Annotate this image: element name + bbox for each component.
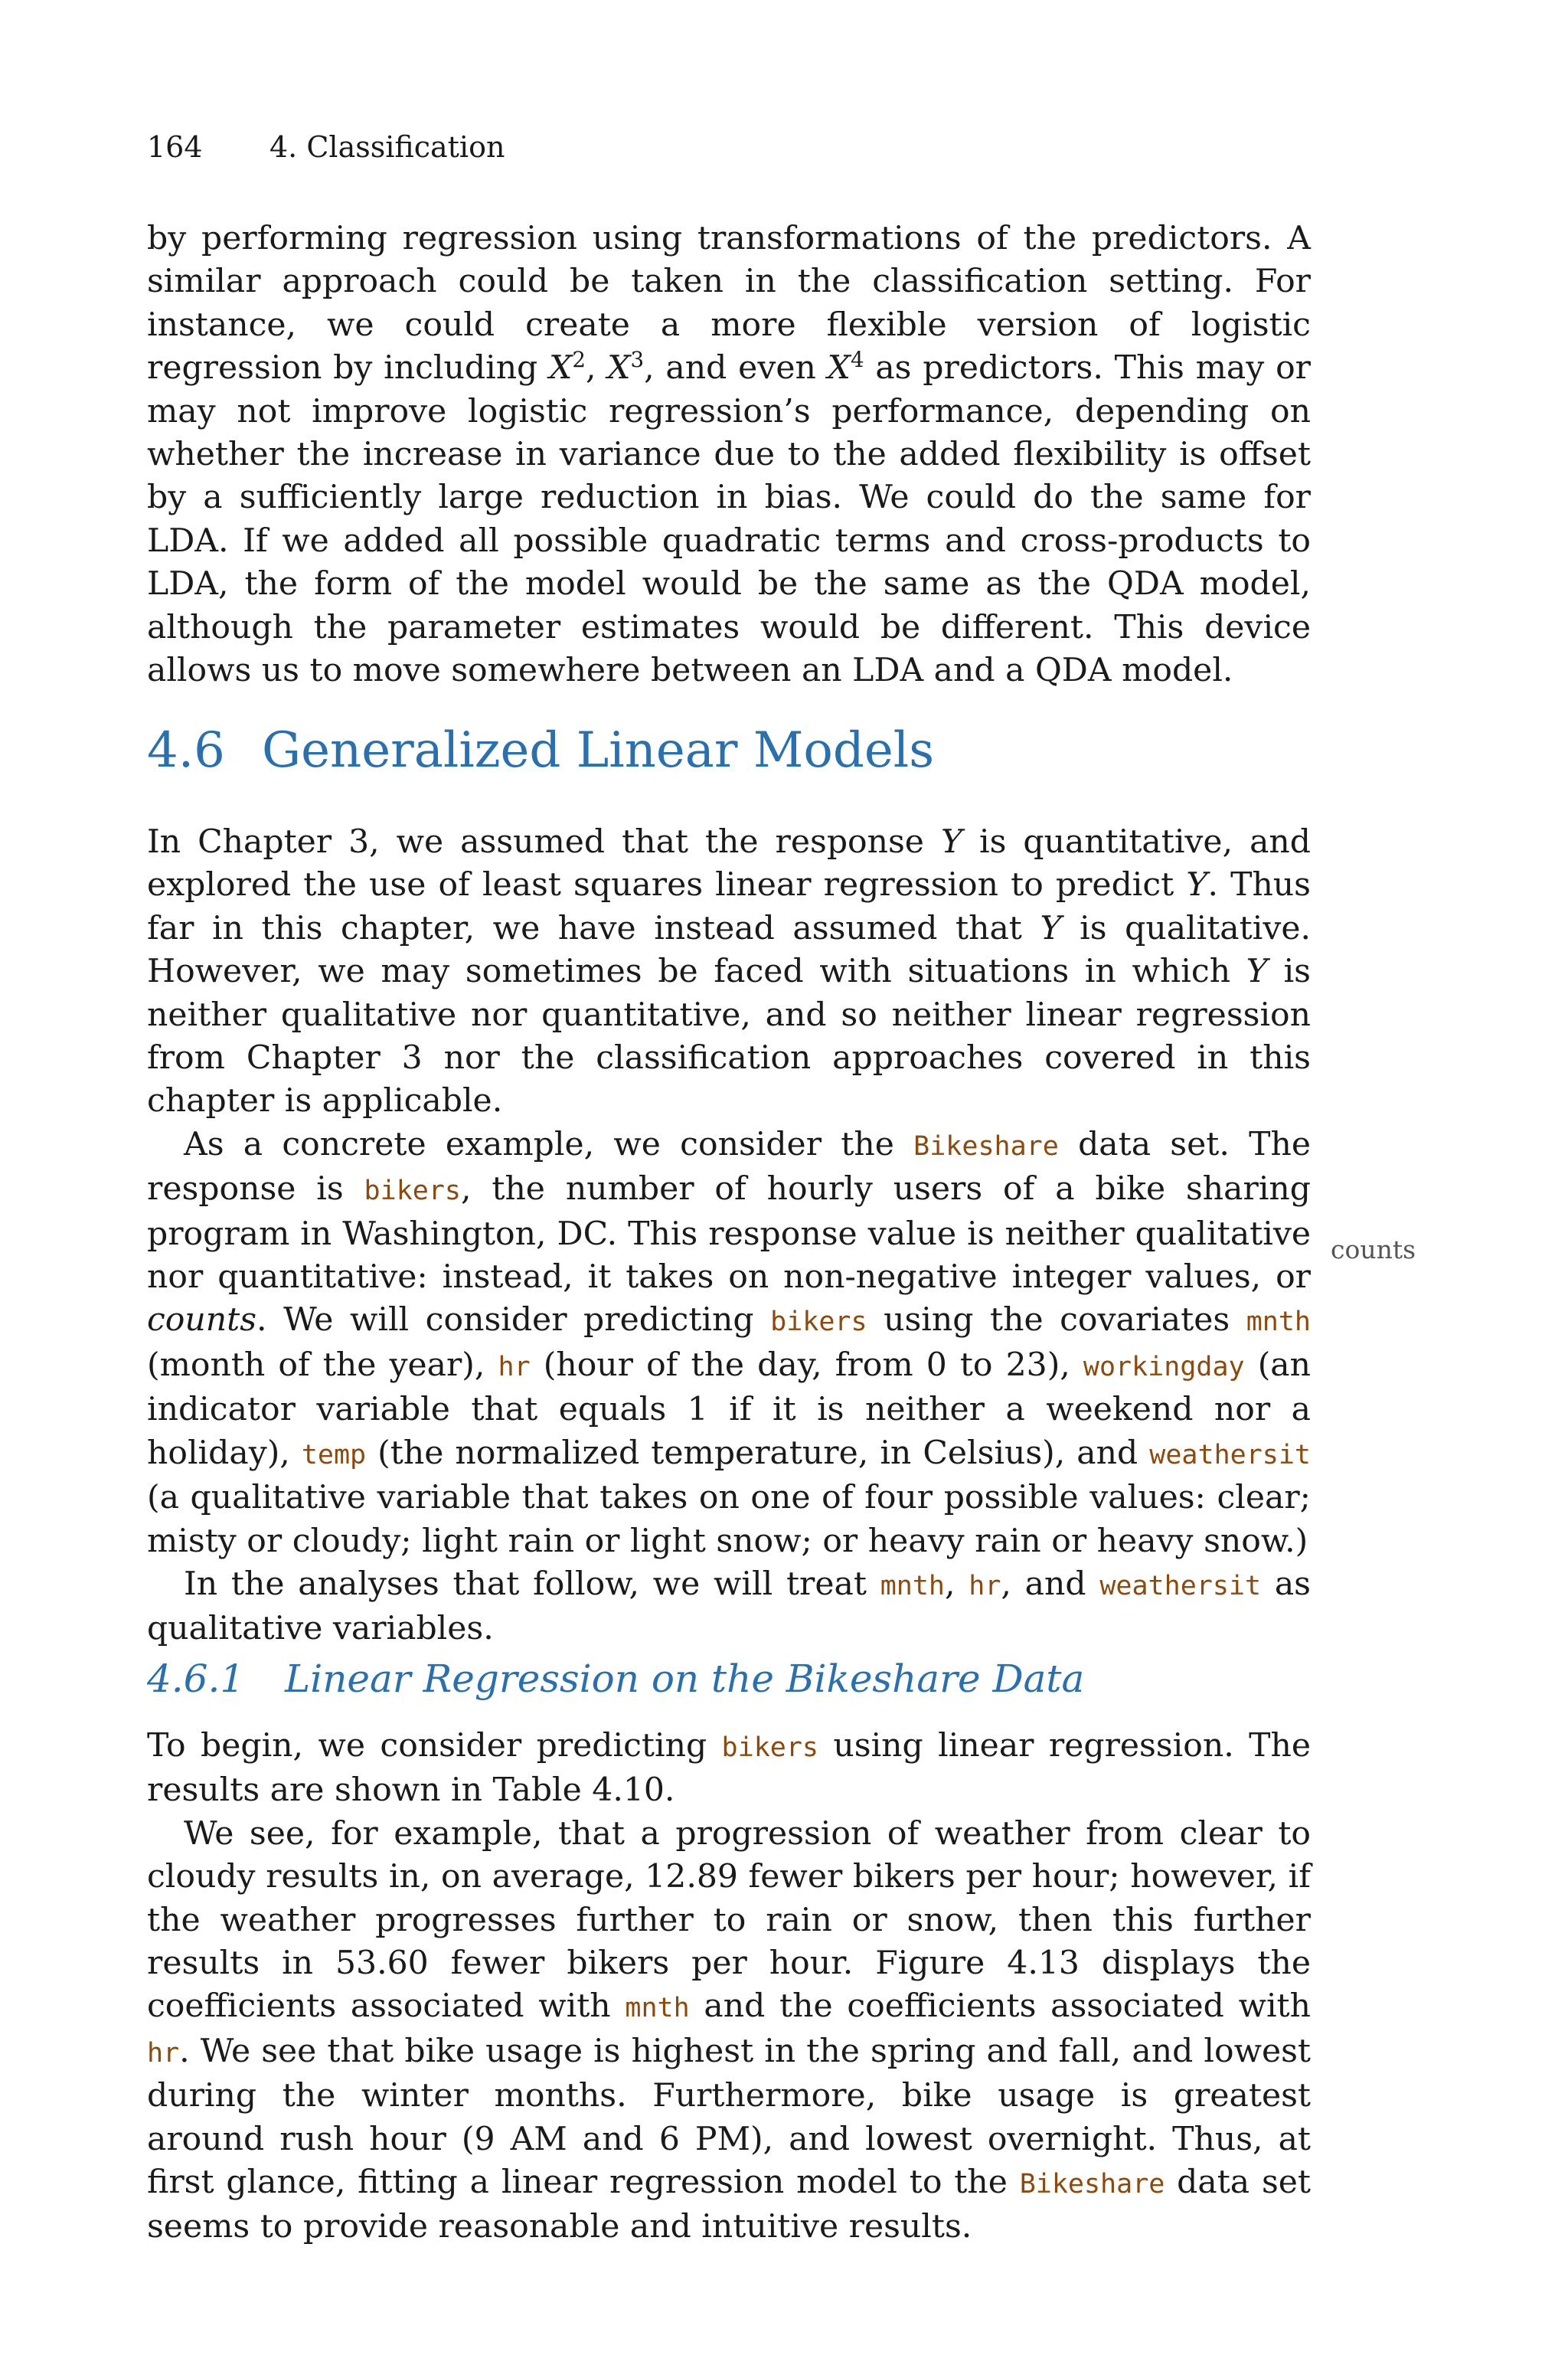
code-mnth: mnth: [1246, 1307, 1311, 1338]
math-exponent: 3: [630, 347, 645, 373]
section-number: 4.6: [147, 722, 225, 779]
page-number: 164: [147, 130, 203, 164]
running-header: [147, 129, 505, 165]
margin-note: counts: [1331, 1235, 1416, 1264]
code-temp: temp: [301, 1439, 367, 1470]
code-weathersit: weathersit: [1149, 1439, 1311, 1470]
code-bikeshare: Bikeshare: [1019, 2169, 1165, 2200]
paragraph-1: by performing regression using transformations of the predictors. A similar approach could be taken in the classification setting. For instance, we could create a more flexible version of logistic regression by including $X^2$, $X^3$, and even $X^4$ as predictors. This may or may not improve logistic regression’s performance, depending on whether the increase in variance due to the added flexibility is offset by a sufficiently large reduction in bias. We could do the same for LDA. If we added all possible quadratic terms and cross-products to LDA, the form of the model would be the same as the QDA model, although the parameter estimates would be different. This device allows us to move somewhere between an LDA and a QDA model.: [147, 220, 1311, 690]
paragraph-5: To begin, we consider predicting bikers using linear regression. The results are shown in Table 4.10.: [147, 1727, 1311, 1810]
paragraph-6: We see, for example, that a progression of weather from clear to cloudy results in, on average, 12.89 fewer bikers per hour; however, if the weather progresses further to rain or snow, then this further results in 53.60 fewer bikers per hour. Figure 4.13 displays the coefficients associated with mnth and the coefficients associated with hr. We see that bike usage is highest in the spring and fall, and lowest during the winter months. Furthermore, bike usage is greatest around rush hour (9 AM and 6 PM), and lowest overnight. Thus, at first glance, fitting a linear regression model to the Bikeshare data set seems to provide reasonable and intuitive results.: [147, 1814, 1311, 2246]
code-bikers: bikers: [770, 1307, 867, 1338]
code-hr: hr: [498, 1351, 531, 1382]
code-weathersit: weathersit: [1099, 1570, 1262, 1601]
chapter-title: 4. Classification: [270, 130, 505, 164]
code-bikers: bikers: [364, 1176, 461, 1207]
subsection-body: [147, 1725, 1311, 2249]
code-hr: hr: [147, 2037, 180, 2069]
math-x: X: [607, 349, 631, 388]
code-mnth: mnth: [880, 1570, 945, 1601]
math-y: Y: [1040, 909, 1062, 947]
section-title: Generalized Linear Models: [262, 722, 935, 779]
math-y: Y: [940, 823, 962, 861]
math-x: X: [549, 349, 573, 388]
paragraph-4: In the analyses that follow, we will treat mnth, hr, and weathersit as qualitative variables.: [147, 1565, 1311, 1648]
code-workingday: workingday: [1083, 1351, 1245, 1382]
subsection-number: 4.6.1: [147, 1657, 245, 1701]
math-exponent: 4: [850, 347, 864, 373]
subsection-title: Linear Regression on the Bikeshare Data: [285, 1657, 1085, 1701]
section-heading: [147, 720, 934, 781]
paragraph-3: As a concrete example, we consider the Bikeshare data set. The response is bikers, the number of hourly users of a bike sharing program in Washington, DC. This response value is neither qualitative nor quantitative: instead, it takes on non-negative integer values, or counts. We will consider predicting bikers using the covariates mnth (month of the year), hr (hour of the day, from 0 to 23), workingday (an indicator variable that equals 1 if it is neither a weekend nor a holiday), temp (the normalized temperature, in Celsius), and weathersit (a qualitative variable that takes on one of four possible values: clear; misty or cloudy; light rain or light snow; or heavy rain or heavy snow.): [147, 1125, 1311, 1560]
math-x: X: [827, 349, 851, 388]
code-bikers: bikers: [721, 1732, 818, 1763]
math-exponent: 2: [572, 347, 586, 373]
subsection-heading: [147, 1654, 1084, 1703]
paragraph-2: In Chapter 3, we assumed that the response Y is quantitative, and explored the use of least squares linear regression to predict Y. Thus far in this chapter, we have instead assumed that Y is qualitative. However, we may sometimes be faced with situations in which Y is neither qualitative nor quantitative, and so neither linear regression from Chapter 3 nor the classification approaches covered in this chapter is applicable.: [147, 823, 1311, 1120]
code-hr: hr: [969, 1570, 1001, 1601]
math-y: Y: [1186, 866, 1208, 904]
emph-counts: counts: [147, 1301, 257, 1339]
section-body: [147, 821, 1311, 1651]
code-mnth: mnth: [625, 1993, 690, 2024]
math-y: Y: [1246, 953, 1268, 991]
code-bikeshare: Bikeshare: [913, 1130, 1059, 1162]
